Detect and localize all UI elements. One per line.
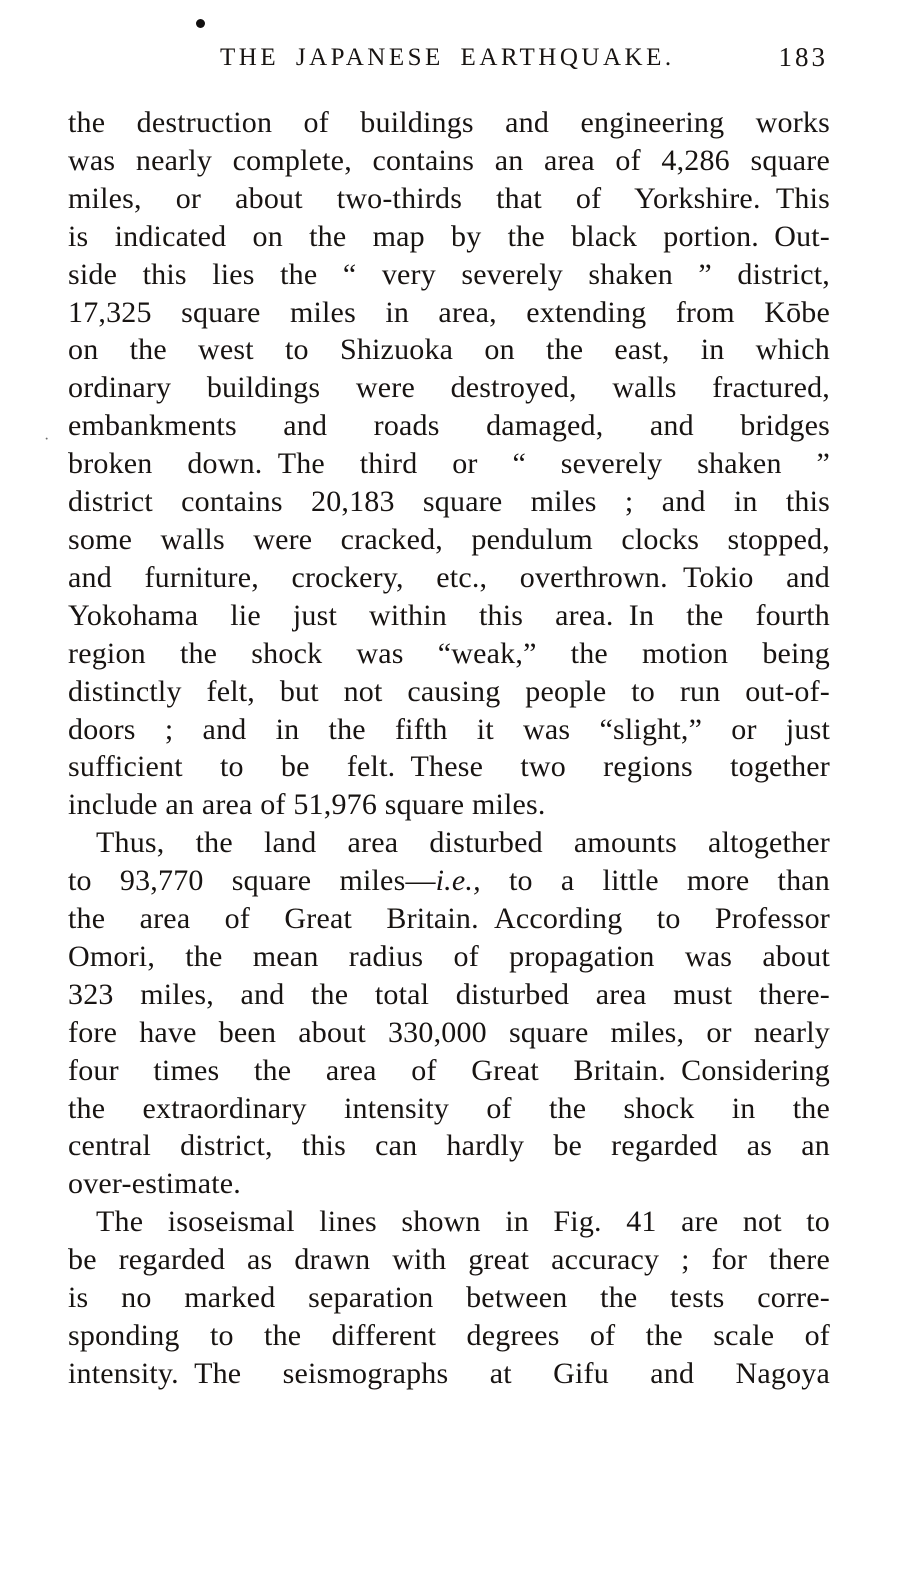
text-line: four times the area of Great Britain. Considering — [68, 1053, 830, 1087]
text-line: Omori, the mean radius of propagation was about — [68, 939, 830, 973]
text-line: 17,325 square miles in area, extending from Kōbe — [68, 295, 830, 329]
text-line: broken down. The third or “ severely shaken ” — [68, 447, 830, 481]
text-line: sufficient to be felt. These two regions together — [68, 750, 830, 784]
text-line: the area of Great Britain. According to Professor — [68, 902, 830, 936]
text-line: over-estimate. — [68, 1167, 241, 1201]
text-line: and furniture, crockery, etc., overthrown. Tokio and — [68, 560, 830, 594]
running-title: THE JAPANESE EARTHQUAKE. — [220, 44, 675, 71]
text-line: fore have been about 330,000 square miles, or nearly — [68, 1015, 830, 1049]
text-line: doors ; and in the fifth it was “slight,” or just — [68, 712, 830, 746]
text-line: district contains 20,183 square miles ; and in this — [68, 485, 830, 519]
text-line: sponding to the different degrees of the scale of — [68, 1319, 830, 1352]
text-line: miles, or about two-thirds that of Yorkshire. This — [68, 181, 830, 215]
text-line: intensity. The seismographs at Gifu and Nagoya — [68, 1356, 830, 1390]
text-line: include an area of 51,976 square miles. — [68, 788, 546, 822]
text-line: side this lies the “ very severely shaken ” district, — [68, 257, 830, 291]
text-line: the extraordinary intensity of the shock in the — [68, 1091, 830, 1125]
text-line: Yokohama lie just within this area. In the fourth — [68, 598, 830, 632]
text-line: 323 miles, and the total disturbed area must there- — [68, 977, 830, 1011]
text-line: to 93,770 square miles—i.e., to a little more than — [68, 864, 830, 898]
text-line: the destruction of buildings and engineering works — [68, 106, 830, 139]
text-line: was nearly complete, contains an area of 4,286 square — [68, 143, 830, 177]
text-line: be regarded as drawn with great accuracy ; for there — [68, 1243, 830, 1277]
body-text — [68, 104, 830, 1393]
text-line: region the shock was “weak,” the motion being — [68, 636, 830, 670]
text-line: central district, this can hardly be regarded as an — [68, 1129, 830, 1163]
page-number: 183 — [778, 42, 828, 72]
text-line: is no marked separation between the tests corre- — [68, 1281, 830, 1315]
text-line: The isoseismal lines shown in Fig. 41 are not to — [96, 1205, 830, 1239]
margin-speck: · — [44, 431, 50, 448]
text-line: ordinary buildings were destroyed, walls fractured, — [68, 371, 830, 405]
text-line: Thus, the land area disturbed amounts altogether — [96, 826, 830, 860]
text-line: embankments and roads damaged, and bridges — [68, 409, 830, 443]
text-line: some walls were cracked, pendulum clocks stopped, — [68, 522, 830, 556]
ink-dot — [196, 19, 205, 28]
text-line: on the west to Shizuoka on the east, in which — [68, 333, 830, 367]
text-line: distinctly felt, but not causing people to run out-of- — [68, 674, 830, 708]
text-line: is indicated on the map by the black portion. Out- — [68, 219, 830, 253]
